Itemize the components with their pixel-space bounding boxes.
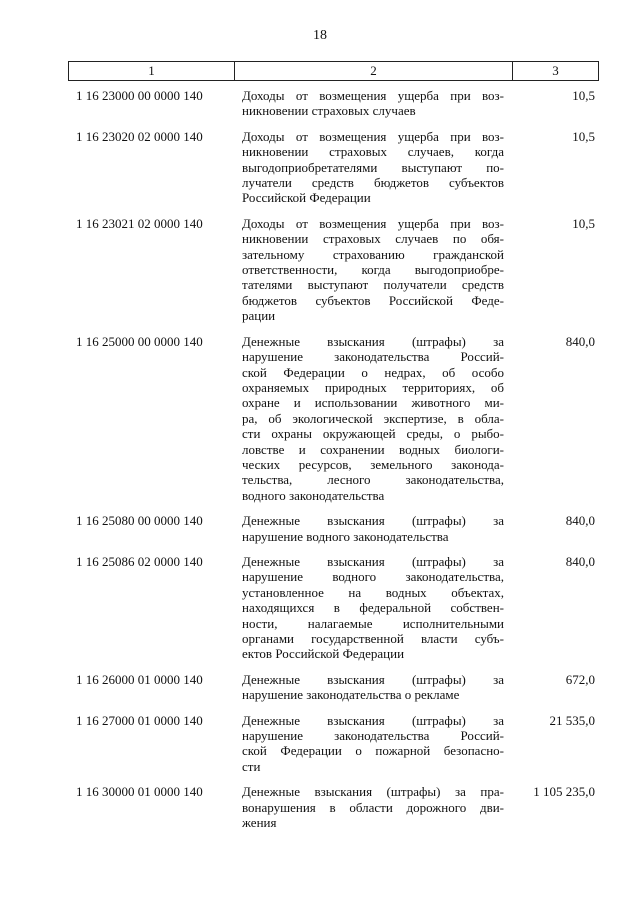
table-row bbox=[68, 784, 599, 830]
row-code: 1 16 25086 02 0000 140 bbox=[76, 553, 203, 569]
row-name-line: находящихся в федеральной собствен- bbox=[242, 600, 504, 616]
row-name-line: ской Федерации о пожарной безопасно- bbox=[242, 743, 504, 759]
table-row bbox=[68, 334, 599, 503]
row-amount: 840,0 bbox=[565, 333, 595, 349]
row-name-line: нарушение водного законодательства bbox=[242, 528, 449, 544]
table-row bbox=[68, 713, 599, 775]
row-name-line: Денежные взыскания (штрафы) за bbox=[242, 513, 504, 529]
row-name-line: вонарушения в области дорожного дви- bbox=[242, 799, 504, 815]
row-amount: 10,5 bbox=[572, 215, 595, 231]
table-row bbox=[68, 129, 599, 206]
table-row bbox=[68, 554, 599, 662]
row-name-line: рации bbox=[242, 308, 276, 324]
row-code: 1 16 25080 00 0000 140 bbox=[76, 513, 203, 529]
row-name-line: Денежные взыскания (штрафы) за bbox=[242, 671, 504, 687]
row-name-line: Денежные взыскания (штрафы) за bbox=[242, 553, 504, 569]
row-name-line: выгодоприобретателями выступают по- bbox=[242, 159, 504, 175]
row-amount: 10,5 bbox=[572, 88, 595, 103]
row-name bbox=[242, 129, 504, 206]
row-name-line: ческих ресурсов, земельного законода- bbox=[242, 456, 504, 472]
row-amount: 10,5 bbox=[572, 128, 595, 144]
row-name-line: ответственности, когда выгодоприобре- bbox=[242, 262, 504, 278]
row-name-line: никновении страховых случаев по обя- bbox=[242, 231, 504, 247]
row-name-line: зательному страхованию гражданской bbox=[242, 246, 504, 262]
row-name-line: ра, об экологической экспертизе, в обла- bbox=[242, 410, 504, 426]
row-name-line: тельства, лесного законодательства, bbox=[242, 472, 504, 488]
row-code: 1 16 26000 01 0000 140 bbox=[76, 671, 203, 687]
page-number: 18 bbox=[313, 28, 327, 43]
row-name bbox=[242, 554, 504, 662]
row-name-line: никновении страховых случаев bbox=[242, 103, 416, 119]
row-name-line: установленное на водных объектах, bbox=[242, 584, 504, 600]
table-header-row bbox=[68, 61, 599, 81]
row-name bbox=[242, 713, 504, 775]
row-name bbox=[242, 784, 504, 830]
row-amount: 672,0 bbox=[565, 671, 595, 687]
row-name-line: водного законодательства bbox=[242, 487, 385, 503]
table-row bbox=[68, 88, 599, 119]
table-body bbox=[68, 88, 599, 840]
row-name-line: ектов Российской Федерации bbox=[242, 646, 405, 662]
row-name-line: бюджетов субъектов Российской Феде- bbox=[242, 292, 504, 308]
row-name-line: тателями выступают получатели средств bbox=[242, 277, 504, 293]
row-name-line: Денежные взыскания (штрафы) за bbox=[242, 712, 504, 728]
row-name bbox=[242, 513, 504, 544]
row-name-line: Российской Федерации bbox=[242, 190, 371, 206]
table-row bbox=[68, 672, 599, 703]
row-name-line: сти охраны окружающей среды, о рыбо- bbox=[242, 426, 504, 442]
row-name-line: Доходы от возмещения ущерба при воз- bbox=[242, 215, 504, 231]
row-amount: 1 105 235,0 bbox=[533, 784, 595, 800]
row-name-line: никновении страховых случаев, когда bbox=[242, 144, 504, 160]
row-name-line: ности, налагаемые исполнительными bbox=[242, 615, 504, 631]
row-name-line: сти bbox=[242, 758, 261, 774]
row-code: 1 16 27000 01 0000 140 bbox=[76, 712, 203, 728]
row-name bbox=[242, 216, 504, 324]
row-name-line: ской Федерации о недрах, об особо bbox=[242, 364, 504, 380]
row-code: 1 16 23000 00 0000 140 bbox=[76, 88, 203, 103]
row-name-line: жения bbox=[242, 815, 277, 831]
row-name-line: лучатели средств бюджетов субъектов bbox=[242, 175, 504, 191]
row-code: 1 16 23021 02 0000 140 bbox=[76, 215, 203, 231]
header-cell-code: 1 bbox=[69, 62, 235, 80]
row-name-line: Денежные взыскания (штрафы) за пра- bbox=[242, 784, 504, 800]
row-amount: 840,0 bbox=[565, 513, 595, 529]
row-name-line: нарушение законодательства о рекламе bbox=[242, 687, 460, 703]
row-name bbox=[242, 88, 504, 119]
row-name-line: Денежные взыскания (штрафы) за bbox=[242, 333, 504, 349]
row-name bbox=[242, 672, 504, 703]
row-name-line: нарушение законодательства Россий- bbox=[242, 349, 504, 365]
row-amount: 21 535,0 bbox=[549, 712, 595, 728]
row-amount: 840,0 bbox=[565, 553, 595, 569]
row-name-line: Доходы от возмещения ущерба при воз- bbox=[242, 128, 504, 144]
row-name-line: ловстве и сохранении водных биологи- bbox=[242, 441, 504, 457]
row-name-line: нарушение законодательства Россий- bbox=[242, 728, 504, 744]
row-code: 1 16 23020 02 0000 140 bbox=[76, 128, 203, 144]
header-cell-amount: 3 bbox=[552, 63, 559, 78]
row-name-line: охране и использовании животного ми- bbox=[242, 395, 504, 411]
row-name-line: органами государственной власти субъ- bbox=[242, 631, 504, 646]
table-row bbox=[68, 216, 599, 324]
row-name-line: Доходы от возмещения ущерба при воз- bbox=[242, 88, 504, 103]
row-code: 1 16 25000 00 0000 140 bbox=[76, 333, 203, 349]
row-name-line: охраняемых природных территориях, об bbox=[242, 379, 504, 395]
row-code: 1 16 30000 01 0000 140 bbox=[76, 784, 203, 800]
header-cell-name: 2 bbox=[235, 62, 513, 80]
row-name bbox=[242, 334, 504, 503]
row-name-line: нарушение водного законодательства, bbox=[242, 569, 504, 585]
table-row bbox=[68, 513, 599, 544]
